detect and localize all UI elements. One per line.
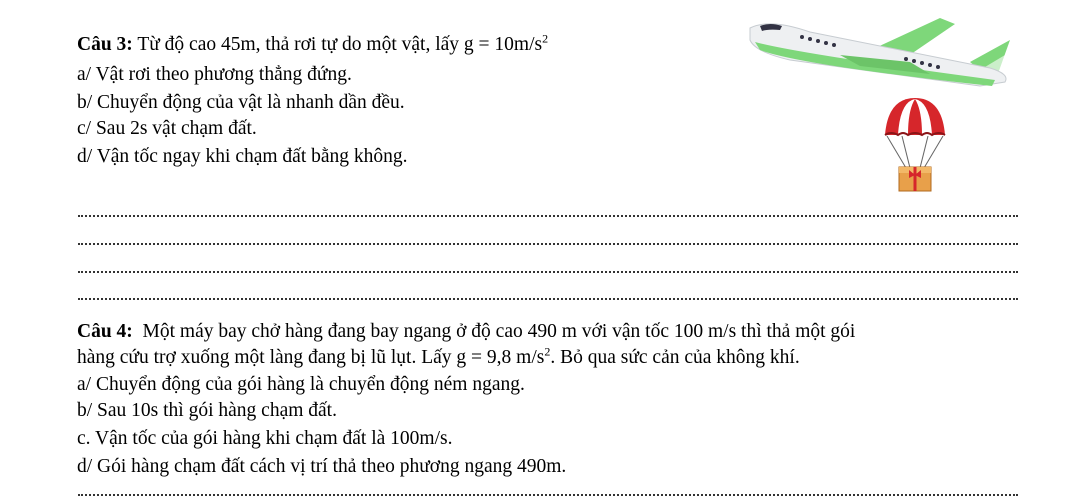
question-3-option-d: d/ Vận tốc ngay khi chạm đất bằng không. [77, 146, 408, 167]
question-3-option-a: a/ Vật rơi theo phương thẳng đứng. [77, 64, 352, 85]
question-4-option-c: c. Vận tốc của gói hàng khi chạm đất là 100m/s. [77, 428, 453, 449]
question-4-text-3: . Bỏ qua sức cản của không khí. [550, 347, 800, 368]
question-3-stem [77, 33, 548, 57]
question-3-label: Câu 3: [77, 34, 133, 55]
question-4-option-a: a/ Chuyển động của gói hàng là chuyển động ném ngang. [77, 374, 525, 395]
answer-line [78, 288, 1018, 300]
question-3-option-b: b/ Chuyển động của vật là nhanh dần đều. [77, 92, 405, 113]
answer-line [78, 233, 1018, 245]
question-4-text-2: hàng cứu trợ xuống một làng đang bị lũ lụt. Lấy [77, 347, 457, 368]
airplane-parachute-icon [710, 10, 1030, 195]
question-3-option-c: c/ Sau 2s vật chạm đất. [77, 118, 257, 139]
question-4-formula-exponent: 2 [544, 344, 551, 359]
question-4-option-d: d/ Gói hàng chạm đất cách vị trí thả theo phương ngang 490m. [77, 456, 567, 477]
question-4-formula: g = 9,8 m/s [456, 347, 545, 368]
question-4-label: Câu 4: [77, 321, 133, 342]
answer-line [78, 205, 1018, 217]
question-3-formula: g = 10m/s [463, 34, 543, 55]
question-3-formula-exponent: 2 [542, 31, 549, 46]
question-3-text: Từ độ cao 45m, thả rơi tự do một vật, lấy [132, 34, 464, 55]
question-4-option-b: b/ Sau 10s thì gói hàng chạm đất. [77, 400, 337, 421]
question-4-text-1: Một máy bay chở hàng đang bay ngang ở độ cao 490 m với vận tốc 100 m/s thì thả một gói [132, 321, 856, 342]
answer-line [78, 261, 1018, 273]
question-4-stem-line-2 [77, 346, 800, 370]
question-4-stem-line-1 [77, 320, 855, 344]
answer-line [78, 484, 1018, 496]
